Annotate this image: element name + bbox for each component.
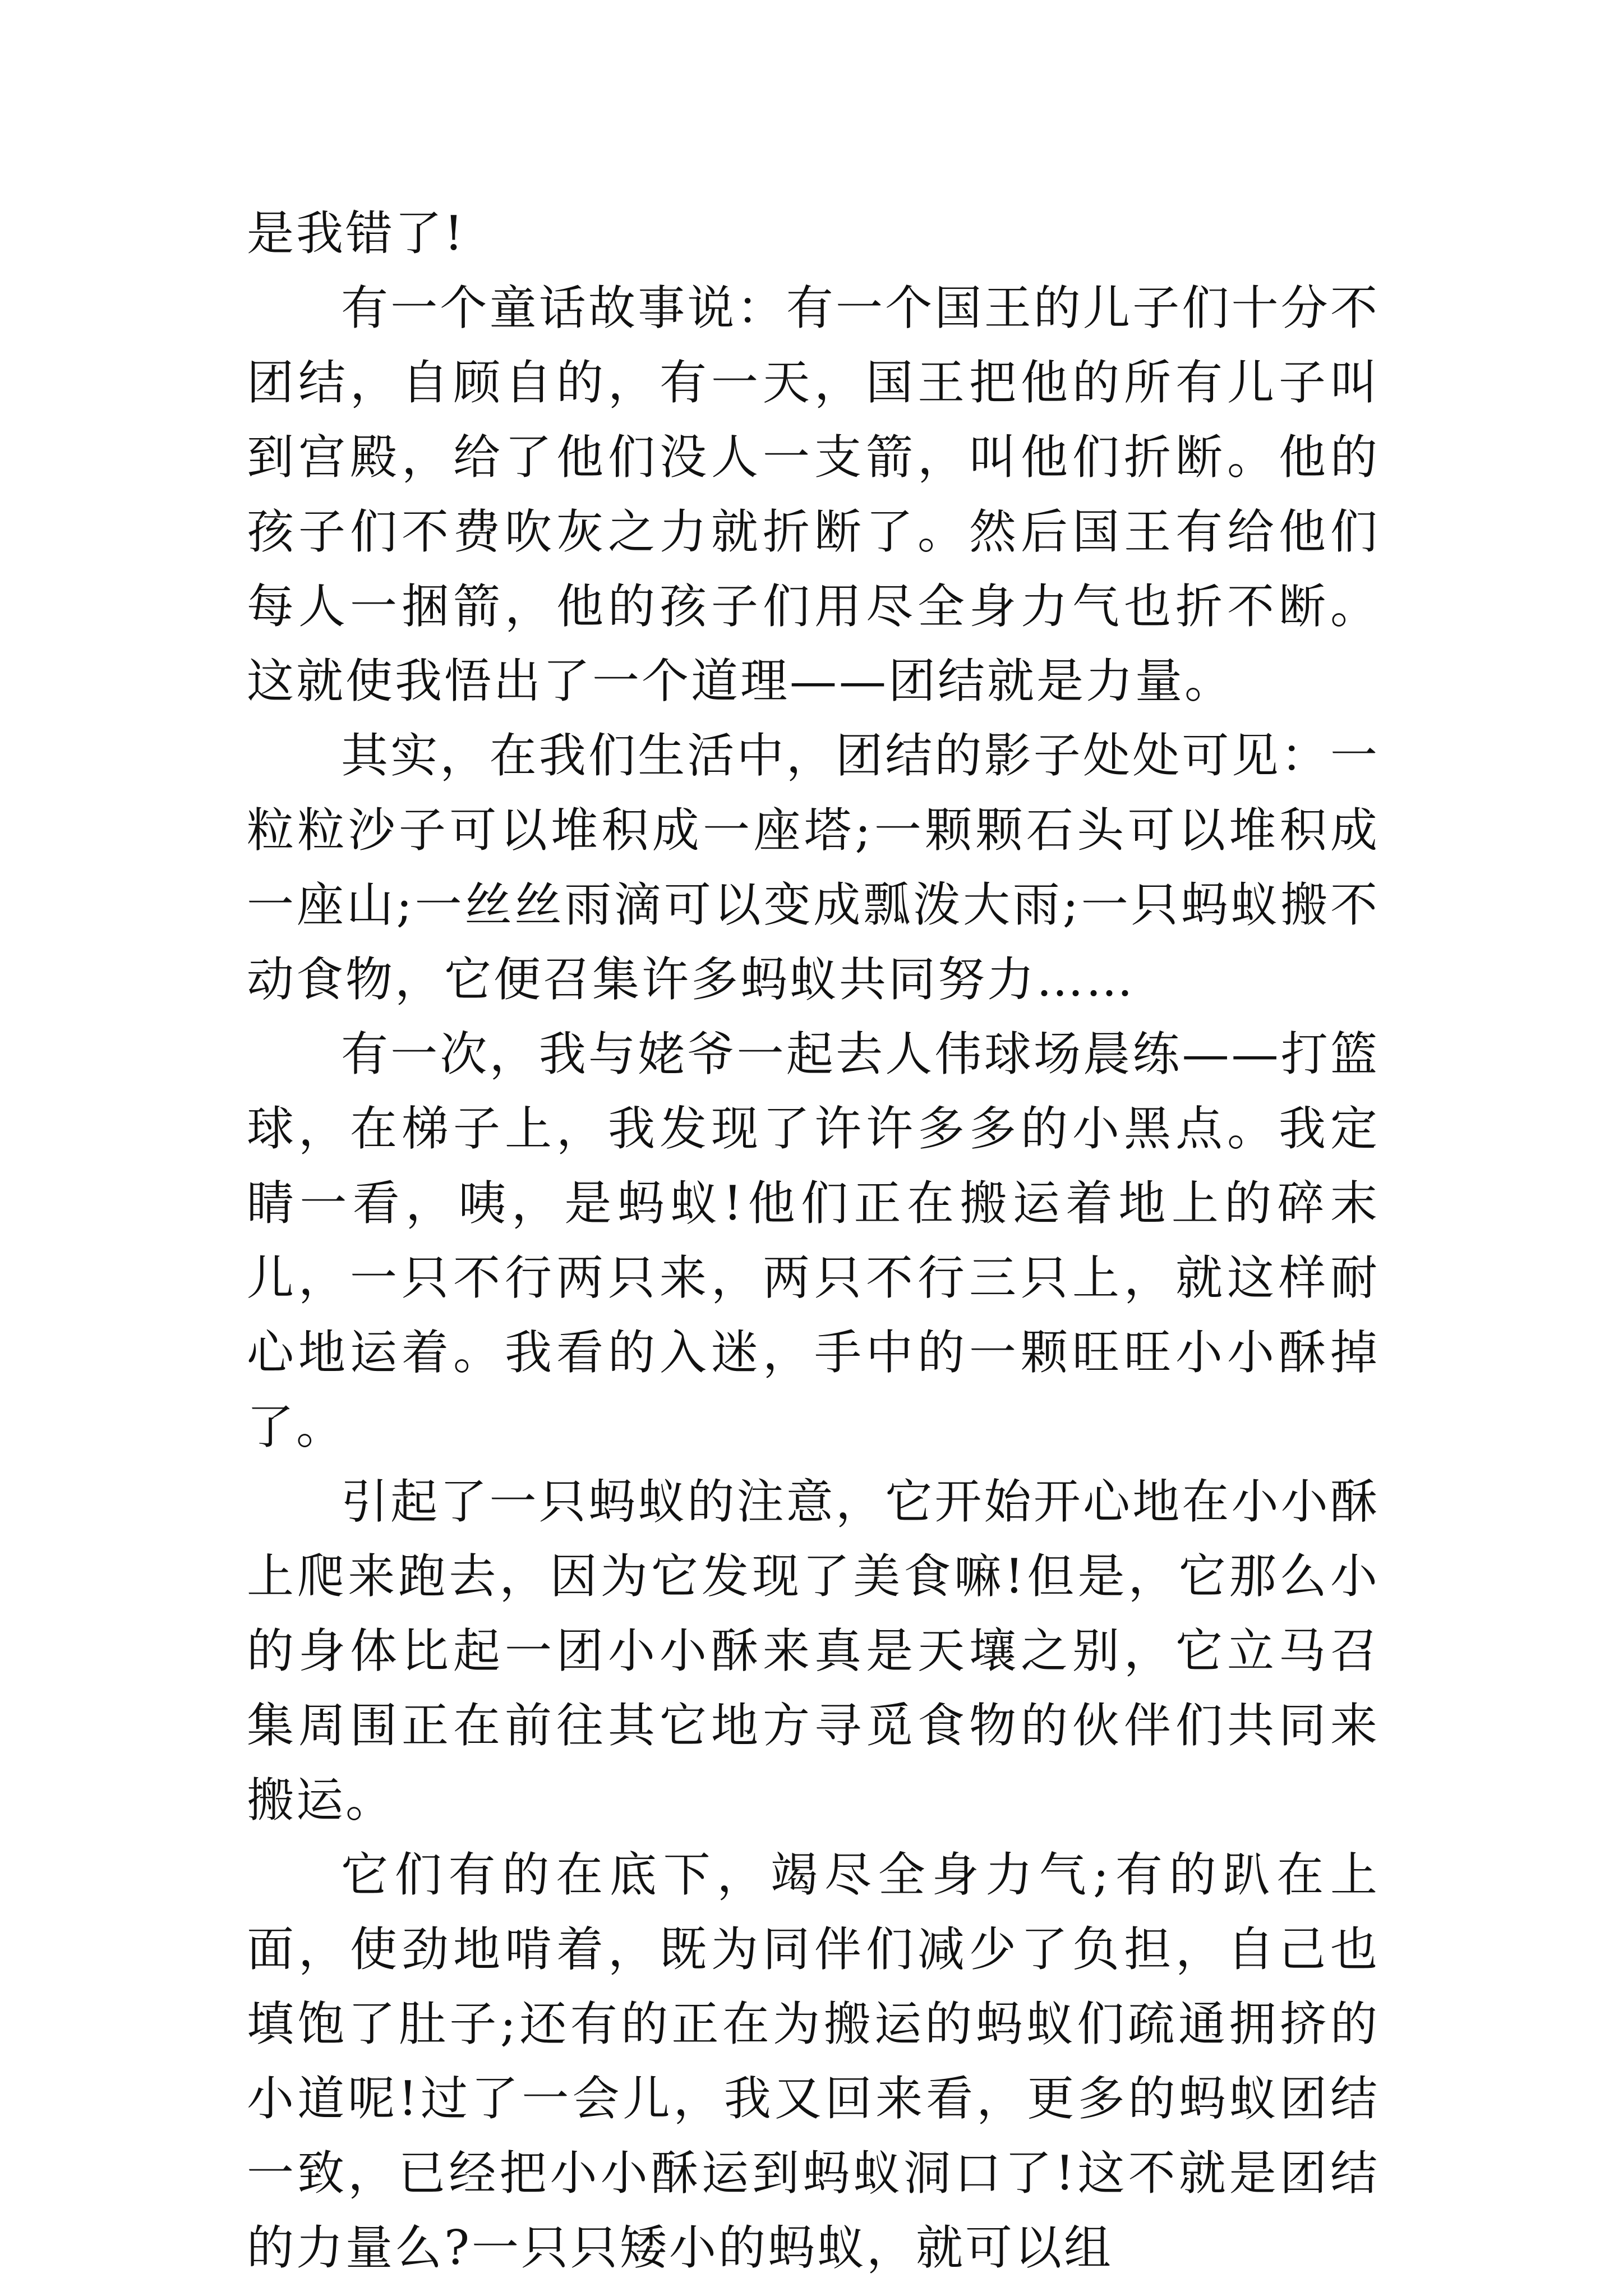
paragraph-2: 有一个童话故事说：有一个国王的儿子们十分不团结，自顾自的，有一天，国王把他的所有儿子叫到宫殿，给了他们没人一支箭，叫他们折断。他的孩子们不费吹灰之力就折断了。然后国王有给他们每人一捆箭，他的孩子们用尽全身力气也折不断。这就使我悟出了一个道理——团结就是力量。 [247,280,1380,708]
paragraph-3: 其实，在我们生活中，团结的影子处处可见：一粒粒沙子可以堆积成一座塔;一颗颗石头可以堆积成一座山;一丝丝雨滴可以变成瓢泼大雨;一只蚂蚁搬不动食物，它便召集许多蚂蚁共同努力…… [247,728,1380,1007]
document-body [247,196,1380,2285]
paragraph-6: 它们有的在底下，竭尽全身力气;有的趴在上面，使劲地啃着，既为同伴们减少了负担，自己也填饱了肚子;还有的正在为搬运的蚂蚁们疏通拥挤的小道呢!过了一会儿，我又回来看，更多的蚂蚁团结一致，已经把小小酥运到蚂蚁洞口了!这不就是团结的力量么?一只只矮小的蚂蚁，就可以组 [247,1847,1380,2275]
paragraph-5: 引起了一只蚂蚁的注意，它开始开心地在小小酥上爬来跑去，因为它发现了美食嘛!但是，它那么小的身体比起一团小小酥来真是天壤之别，它立马召集周围正在前往其它地方寻觅食物的伙伴们共同来搬运。 [247,1474,1380,1828]
paragraph-4: 有一次，我与姥爷一起去人伟球场晨练——打篮球，在梯子上，我发现了许许多多的小黑点。我定睛一看，咦，是蚂蚁!他们正在搬运着地上的碎末儿，一只不行两只来，两只不行三只上，就这样耐心地运着。我看的入迷，手中的一颗旺旺小小酥掉了。 [247,1027,1380,1455]
paragraph-1: 是我错了! [247,206,465,261]
